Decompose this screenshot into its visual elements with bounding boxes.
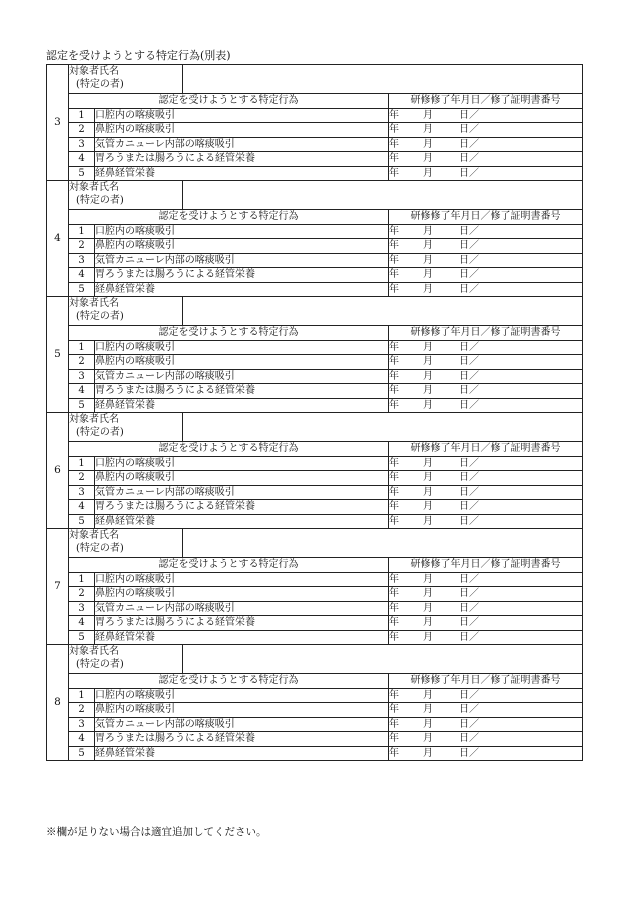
block-number: 6: [47, 413, 69, 529]
date-day-label: 日／: [459, 124, 479, 136]
form-blocks: [46, 64, 582, 761]
date-year-label: 年: [389, 573, 399, 585]
act-header: 認定を受けようとする特定行為: [69, 94, 389, 109]
act-name: 鼻腔内の喀痰吸引: [95, 471, 389, 486]
act-index: 2: [69, 355, 95, 370]
date-day-label: 日／: [459, 356, 479, 368]
date-day-label: 日／: [459, 283, 479, 295]
completion-date-field[interactable]: [389, 224, 583, 239]
completion-date-field[interactable]: [389, 514, 583, 529]
subject-name-label-line2: (特定の者): [76, 311, 124, 322]
act-index: 5: [69, 166, 95, 181]
date-year-label: 年: [389, 138, 399, 150]
act-name: 鼻腔内の喀痰吸引: [95, 239, 389, 254]
completion-date-field[interactable]: [389, 471, 583, 486]
subject-name-label-line2: (特定の者): [76, 659, 124, 670]
date-month-label: 月: [423, 356, 433, 368]
act-row: [47, 355, 583, 370]
completion-date-field[interactable]: [389, 703, 583, 718]
subject-block: [46, 296, 583, 413]
date-month-label: 月: [423, 747, 433, 759]
date-month-label: 月: [423, 124, 433, 136]
document-title: 認定を受けようとする特定行為(別表): [46, 49, 231, 62]
act-row: [47, 717, 583, 732]
act-row: [47, 369, 583, 384]
act-index: 5: [69, 630, 95, 645]
subject-name-label-line1: 対象者氏名: [69, 66, 119, 77]
subject-name-label: [69, 65, 183, 94]
act-index: 1: [69, 340, 95, 355]
subject-name-label: [69, 297, 183, 326]
completion-date-field[interactable]: [389, 398, 583, 413]
act-index: 1: [69, 224, 95, 239]
act-row: [47, 456, 583, 471]
subject-name-label-line1: 対象者氏名: [69, 646, 119, 657]
date-month-label: 月: [423, 501, 433, 513]
date-month-label: 月: [423, 370, 433, 382]
date-day-label: 日／: [459, 240, 479, 252]
completion-date-field[interactable]: [389, 340, 583, 355]
act-row: [47, 166, 583, 181]
block-number: 8: [47, 645, 69, 761]
date-year-label: 年: [389, 501, 399, 513]
date-year-label: 年: [389, 399, 399, 411]
date-month-label: 月: [423, 109, 433, 121]
date-day-label: 日／: [459, 153, 479, 165]
act-index: 4: [69, 616, 95, 631]
date-month-label: 月: [423, 138, 433, 150]
completion-date-field[interactable]: [389, 500, 583, 515]
date-year-label: 年: [389, 515, 399, 527]
date-month-label: 月: [423, 341, 433, 353]
date-year-label: 年: [389, 602, 399, 614]
act-header: 認定を受けようとする特定行為: [69, 674, 389, 689]
act-row: [47, 108, 583, 123]
act-name: 経鼻経管栄養: [95, 746, 389, 761]
date-month-label: 月: [423, 457, 433, 469]
act-row: [47, 398, 583, 413]
block-number: 7: [47, 529, 69, 645]
date-year-label: 年: [389, 269, 399, 281]
completion-date-field[interactable]: [389, 253, 583, 268]
act-row: [47, 630, 583, 645]
date-month-label: 月: [423, 631, 433, 643]
date-year-label: 年: [389, 225, 399, 237]
date-header: 研修修了年月日／修了証明書番号: [389, 442, 583, 457]
date-day-label: 日／: [459, 399, 479, 411]
date-year-label: 年: [389, 457, 399, 469]
act-row: [47, 500, 583, 515]
act-index: 4: [69, 268, 95, 283]
act-row: [47, 224, 583, 239]
act-index: 5: [69, 746, 95, 761]
subject-name-label-line1: 対象者氏名: [69, 414, 119, 425]
act-row: [47, 703, 583, 718]
date-day-label: 日／: [459, 588, 479, 600]
date-month-label: 月: [423, 472, 433, 484]
date-year-label: 年: [389, 254, 399, 266]
date-year-label: 年: [389, 689, 399, 701]
date-day-label: 日／: [459, 254, 479, 266]
act-row: [47, 471, 583, 486]
footnote: ※欄が足りない場合は適宜追加してください。: [46, 826, 267, 838]
act-row: [47, 587, 583, 602]
subject-name-label-line1: 対象者氏名: [69, 298, 119, 309]
act-name: 気管カニューレ内部の喀痰吸引: [95, 717, 389, 732]
subject-name-label: [69, 529, 183, 558]
subject-name-field[interactable]: [183, 65, 583, 94]
date-day-label: 日／: [459, 733, 479, 745]
act-name: 口腔内の喀痰吸引: [95, 224, 389, 239]
date-day-label: 日／: [459, 225, 479, 237]
completion-date-field[interactable]: [389, 123, 583, 138]
act-index: 5: [69, 514, 95, 529]
completion-date-field[interactable]: [389, 239, 583, 254]
completion-date-field[interactable]: [389, 137, 583, 152]
date-month-label: 月: [423, 486, 433, 498]
block-number: 4: [47, 181, 69, 297]
completion-date-field[interactable]: [389, 485, 583, 500]
act-name: 胃ろうまたは腸ろうによる経管栄養: [95, 384, 389, 399]
completion-date-field[interactable]: [389, 456, 583, 471]
completion-date-field[interactable]: [389, 108, 583, 123]
act-row: [47, 123, 583, 138]
act-row: [47, 616, 583, 631]
date-year-label: 年: [389, 370, 399, 382]
block-number: 5: [47, 297, 69, 413]
act-index: 3: [69, 137, 95, 152]
act-row: [47, 688, 583, 703]
act-row: [47, 268, 583, 283]
subject-name-field[interactable]: [183, 413, 583, 442]
subject-block: [46, 412, 583, 529]
date-day-label: 日／: [459, 457, 479, 469]
completion-date-field[interactable]: [389, 587, 583, 602]
act-index: 5: [69, 398, 95, 413]
act-name: 胃ろうまたは腸ろうによる経管栄養: [95, 268, 389, 283]
completion-date-field[interactable]: [389, 717, 583, 732]
date-month-label: 月: [423, 704, 433, 716]
act-name: 口腔内の喀痰吸引: [95, 456, 389, 471]
date-month-label: 月: [423, 254, 433, 266]
completion-date-field[interactable]: [389, 601, 583, 616]
date-day-label: 日／: [459, 631, 479, 643]
act-row: [47, 384, 583, 399]
block-number: 3: [47, 65, 69, 181]
subject-name-label-line2: (特定の者): [76, 543, 124, 554]
act-index: 4: [69, 732, 95, 747]
date-month-label: 月: [423, 689, 433, 701]
date-month-label: 月: [423, 602, 433, 614]
act-index: 4: [69, 384, 95, 399]
act-index: 2: [69, 123, 95, 138]
act-row: [47, 137, 583, 152]
act-row: [47, 152, 583, 167]
act-index: 1: [69, 108, 95, 123]
act-index: 3: [69, 485, 95, 500]
act-row: [47, 485, 583, 500]
date-day-label: 日／: [459, 109, 479, 121]
act-index: 1: [69, 688, 95, 703]
act-header: 認定を受けようとする特定行為: [69, 210, 389, 225]
act-row: [47, 746, 583, 761]
date-day-label: 日／: [459, 602, 479, 614]
act-header: 認定を受けようとする特定行為: [69, 558, 389, 573]
completion-date-field[interactable]: [389, 732, 583, 747]
date-month-label: 月: [423, 225, 433, 237]
act-name: 経鼻経管栄養: [95, 514, 389, 529]
act-row: [47, 340, 583, 355]
act-header: 認定を受けようとする特定行為: [69, 326, 389, 341]
date-day-label: 日／: [459, 370, 479, 382]
act-index: 4: [69, 500, 95, 515]
date-month-label: 月: [423, 718, 433, 730]
act-row: [47, 514, 583, 529]
date-month-label: 月: [423, 167, 433, 179]
act-name: 気管カニューレ内部の喀痰吸引: [95, 485, 389, 500]
subject-name-label-line2: (特定の者): [76, 195, 124, 206]
date-day-label: 日／: [459, 704, 479, 716]
subject-name-label: [69, 413, 183, 442]
date-year-label: 年: [389, 356, 399, 368]
act-index: 3: [69, 369, 95, 384]
completion-date-field[interactable]: [389, 268, 583, 283]
act-name: 気管カニューレ内部の喀痰吸引: [95, 253, 389, 268]
completion-date-field[interactable]: [389, 282, 583, 297]
act-name: 鼻腔内の喀痰吸引: [95, 355, 389, 370]
act-index: 3: [69, 601, 95, 616]
act-name: 経鼻経管栄養: [95, 166, 389, 181]
act-name: 鼻腔内の喀痰吸引: [95, 703, 389, 718]
date-header: 研修修了年月日／修了証明書番号: [389, 674, 583, 689]
act-name: 胃ろうまたは腸ろうによる経管栄養: [95, 616, 389, 631]
completion-date-field[interactable]: [389, 166, 583, 181]
date-year-label: 年: [389, 747, 399, 759]
date-year-label: 年: [389, 385, 399, 397]
date-month-label: 月: [423, 515, 433, 527]
act-name: 気管カニューレ内部の喀痰吸引: [95, 369, 389, 384]
act-index: 2: [69, 239, 95, 254]
date-header: 研修修了年月日／修了証明書番号: [389, 210, 583, 225]
date-day-label: 日／: [459, 573, 479, 585]
act-header: 認定を受けようとする特定行為: [69, 442, 389, 457]
date-month-label: 月: [423, 153, 433, 165]
date-year-label: 年: [389, 472, 399, 484]
act-row: [47, 253, 583, 268]
act-row: [47, 239, 583, 254]
subject-name-label: [69, 645, 183, 674]
act-index: 1: [69, 572, 95, 587]
subject-name-field[interactable]: [183, 529, 583, 558]
completion-date-field[interactable]: [389, 688, 583, 703]
date-day-label: 日／: [459, 167, 479, 179]
act-row: [47, 601, 583, 616]
subject-block: [46, 180, 583, 297]
date-year-label: 年: [389, 109, 399, 121]
date-month-label: 月: [423, 733, 433, 745]
date-day-label: 日／: [459, 617, 479, 629]
date-day-label: 日／: [459, 138, 479, 150]
date-day-label: 日／: [459, 341, 479, 353]
date-year-label: 年: [389, 486, 399, 498]
date-year-label: 年: [389, 631, 399, 643]
date-month-label: 月: [423, 240, 433, 252]
act-name: 鼻腔内の喀痰吸引: [95, 123, 389, 138]
act-index: 4: [69, 152, 95, 167]
act-index: 2: [69, 471, 95, 486]
date-year-label: 年: [389, 283, 399, 295]
act-name: 気管カニューレ内部の喀痰吸引: [95, 601, 389, 616]
act-name: 経鼻経管栄養: [95, 630, 389, 645]
act-name: 口腔内の喀痰吸引: [95, 572, 389, 587]
date-year-label: 年: [389, 718, 399, 730]
date-day-label: 日／: [459, 515, 479, 527]
date-month-label: 月: [423, 269, 433, 281]
act-name: 経鼻経管栄養: [95, 398, 389, 413]
date-year-label: 年: [389, 167, 399, 179]
act-index: 1: [69, 456, 95, 471]
date-year-label: 年: [389, 341, 399, 353]
completion-date-field[interactable]: [389, 572, 583, 587]
subject-name-field[interactable]: [183, 645, 583, 674]
date-day-label: 日／: [459, 472, 479, 484]
date-year-label: 年: [389, 124, 399, 136]
date-header: 研修修了年月日／修了証明書番号: [389, 94, 583, 109]
date-year-label: 年: [389, 240, 399, 252]
completion-date-field[interactable]: [389, 152, 583, 167]
date-year-label: 年: [389, 153, 399, 165]
act-name: 胃ろうまたは腸ろうによる経管栄養: [95, 500, 389, 515]
subject-name-label: [69, 181, 183, 210]
date-month-label: 月: [423, 573, 433, 585]
act-name: 口腔内の喀痰吸引: [95, 688, 389, 703]
act-name: 口腔内の喀痰吸引: [95, 340, 389, 355]
date-day-label: 日／: [459, 718, 479, 730]
date-month-label: 月: [423, 399, 433, 411]
date-month-label: 月: [423, 283, 433, 295]
subject-name-field[interactable]: [183, 181, 583, 210]
date-day-label: 日／: [459, 486, 479, 498]
completion-date-field[interactable]: [389, 384, 583, 399]
completion-date-field[interactable]: [389, 355, 583, 370]
date-month-label: 月: [423, 617, 433, 629]
act-row: [47, 732, 583, 747]
date-year-label: 年: [389, 704, 399, 716]
act-index: 5: [69, 282, 95, 297]
subject-block: [46, 644, 583, 761]
subject-name-field[interactable]: [183, 297, 583, 326]
completion-date-field[interactable]: [389, 369, 583, 384]
act-name: 胃ろうまたは腸ろうによる経管栄養: [95, 732, 389, 747]
date-month-label: 月: [423, 588, 433, 600]
act-name: 口腔内の喀痰吸引: [95, 108, 389, 123]
subject-name-label-line2: (特定の者): [76, 79, 124, 90]
completion-date-field[interactable]: [389, 630, 583, 645]
date-year-label: 年: [389, 733, 399, 745]
completion-date-field[interactable]: [389, 746, 583, 761]
act-name: 胃ろうまたは腸ろうによる経管栄養: [95, 152, 389, 167]
subject-block: [46, 528, 583, 645]
date-header: 研修修了年月日／修了証明書番号: [389, 558, 583, 573]
act-index: 3: [69, 717, 95, 732]
act-index: 2: [69, 587, 95, 602]
act-name: 経鼻経管栄養: [95, 282, 389, 297]
subject-block: [46, 64, 583, 181]
date-day-label: 日／: [459, 385, 479, 397]
act-index: 2: [69, 703, 95, 718]
date-day-label: 日／: [459, 501, 479, 513]
date-day-label: 日／: [459, 689, 479, 701]
date-day-label: 日／: [459, 269, 479, 281]
act-row: [47, 572, 583, 587]
date-day-label: 日／: [459, 747, 479, 759]
act-name: 気管カニューレ内部の喀痰吸引: [95, 137, 389, 152]
date-header: 研修修了年月日／修了証明書番号: [389, 326, 583, 341]
subject-name-label-line2: (特定の者): [76, 427, 124, 438]
act-name: 鼻腔内の喀痰吸引: [95, 587, 389, 602]
act-row: [47, 282, 583, 297]
completion-date-field[interactable]: [389, 616, 583, 631]
date-year-label: 年: [389, 617, 399, 629]
subject-name-label-line1: 対象者氏名: [69, 530, 119, 541]
date-year-label: 年: [389, 588, 399, 600]
subject-name-label-line1: 対象者氏名: [69, 182, 119, 193]
date-month-label: 月: [423, 385, 433, 397]
act-index: 3: [69, 253, 95, 268]
